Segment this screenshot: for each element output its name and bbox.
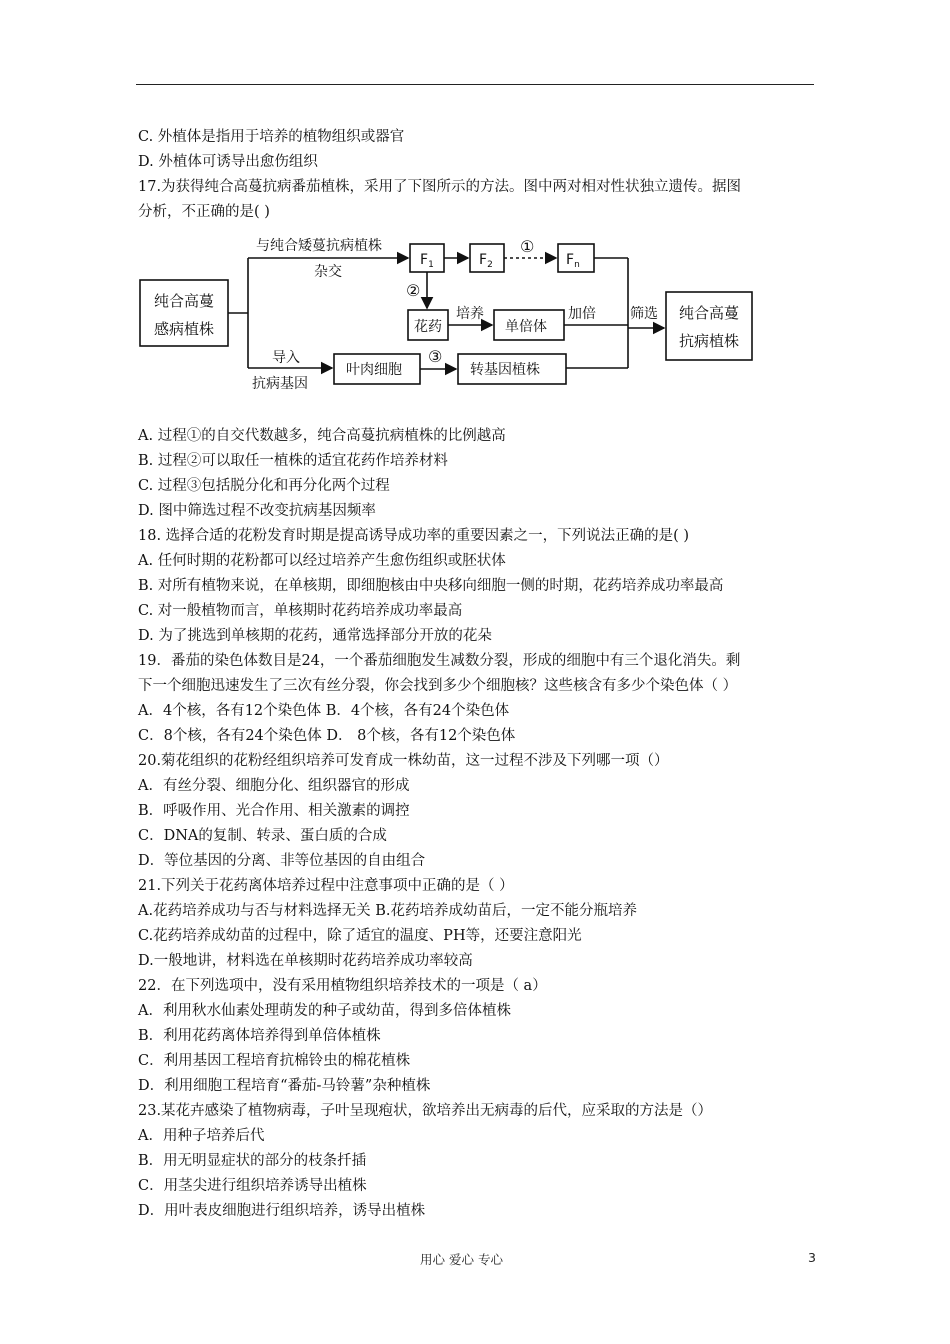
target-label-2: 抗病植株 [678,332,740,350]
question-19: 19．番茄的染色体数目是24，一个番茄细胞发生减数分裂，形成的细胞中有三个退化消失。剩 [138,653,741,669]
question-23: 23.某花卉感染了植物病毒，子叶呈现疱状，欲培养出无病毒的后代，应采取的方法是（） [138,1103,713,1119]
option-line: D．利用细胞工程培育“番茄-马铃薯”杂种植株 [138,1078,431,1094]
text-line: C. 外植体是指用于培养的植物组织或器官 [138,129,405,145]
footer-motto: 用心 爱心 专心 [420,1252,503,1267]
question-21: 21.下列关于花药离体培养过程中注意事项中正确的是（ ） [138,878,514,894]
option-line: A. 任何时期的花粉都可以经过培养产生愈伤组织或胚状体 [138,553,506,569]
target-label-1: 纯合高蔓 [678,304,740,322]
option-line: A．利用秋水仙素处理萌发的种子或幼苗，得到多倍体植株 [138,1003,511,1019]
fn-label: $F_n$ [566,252,580,270]
option-line: B．用无明显症状的部分的枝条扦插 [138,1153,367,1169]
f2-label: $F_2$ [479,252,493,270]
breeding-flow-diagram [138,228,758,398]
question-22: 22．在下列选项中，没有采用植物组织培养技术的一项是（ a） [138,978,547,994]
option-line: C. 对一般植物而言，单核期时花药培养成功率最高 [138,603,463,619]
cross-label-1: 与纯合矮蔓抗病植株 [256,238,382,254]
source-label-2: 感病植株 [153,320,215,338]
option-line: A.花药培养成功与否与材料选择无关 B.花药培养成幼苗后，一定不能分瓶培养 [138,903,637,919]
text-line: 分析，不正确的是( ) [138,204,270,220]
import-label-1: 导入 [272,350,300,366]
option-line: B. 对所有植物来说，在单核期，即细胞核由中央移向细胞一侧的时期，花药培养成功率最高 [138,578,724,594]
option-line: D．等位基因的分离、非等位基因的自由组合 [138,853,426,869]
option-line: B．利用花药离体培养得到单倍体植株 [138,1028,381,1044]
option-line: C.花药培养成幼苗的过程中，除了适宜的温度、PH等，还要注意阳光 [138,928,582,944]
option-line: B．呼吸作用、光合作用、相关激素的调控 [138,803,410,819]
step-3-label: ③ [428,347,443,366]
mesophyll-label: 叶肉细胞 [346,362,402,378]
option-line: D. 为了挑选到单核期的花药，通常选择部分开放的花朵 [138,628,492,644]
text-line: D. 外植体可诱导出愈伤组织 [138,154,318,170]
anther-label: 花药 [414,319,442,335]
page-number: 3 [808,1250,816,1265]
option-line: A．有丝分裂、细胞分化、组织器官的形成 [138,778,410,794]
source-label-1: 纯合高蔓 [153,292,215,310]
option-line: D.一般地讲，材料选在单核期时花药培养成功率较高 [138,953,473,969]
f1-label: $F_1$ [420,252,434,270]
option-line: C．DNA的复制、转录、蛋白质的合成 [138,828,387,844]
haploid-label: 单倍体 [505,319,547,335]
option-line: A．4个核，各有12个染色体 B．4个核，各有24个染色体 [138,703,510,719]
question-20: 20.菊花组织的花粉经组织培养可发育成一株幼苗，这一过程不涉及下列哪一项（） [138,753,669,769]
text-line: 下一个细胞迅速发生了三次有丝分裂，你会找到多少个细胞核？这些核含有多少个染色体（ ） [138,678,738,694]
option-line: C．利用基因工程培育抗棉铃虫的棉花植株 [138,1053,411,1069]
option-line: D. 图中筛选过程不改变抗病基因频率 [138,503,376,519]
option-line: C．用茎尖进行组织培养诱导出植株 [138,1178,367,1194]
cross-label-2: 杂交 [314,264,342,280]
option-line: C. 过程③包括脱分化和再分化两个过程 [138,478,390,494]
step-1-label: ① [520,237,535,256]
header-rule [136,84,814,85]
double-label: 加倍 [568,306,596,322]
option-line: D．用叶表皮细胞进行组织培养，诱导出植株 [138,1203,426,1219]
question-18: 18. 选择合适的花粉发育时期是提高诱导成功率的重要因素之一，下列说法正确的是( ) [138,528,690,544]
question-17: 17.为获得纯合高蔓抗病番茄植株，采用了下图所示的方法。图中两对相对性状独立遗传。据图 [138,179,742,195]
transgenic-label: 转基因植株 [470,362,540,378]
screen-label: 筛选 [630,306,658,322]
step-2-label: ② [406,281,421,300]
option-line: A. 过程①的自交代数越多，纯合高蔓抗病植株的比例越高 [138,428,506,444]
culture-label: 培养 [456,306,484,322]
option-line: B. 过程②可以取任一植株的适宜花药作培养材料 [138,453,448,469]
import-label-2: 抗病基因 [252,376,308,392]
option-line: C．8个核，各有24个染色体 D． 8个核，各有12个染色体 [138,728,516,744]
option-line: A．用种子培养后代 [138,1128,265,1144]
